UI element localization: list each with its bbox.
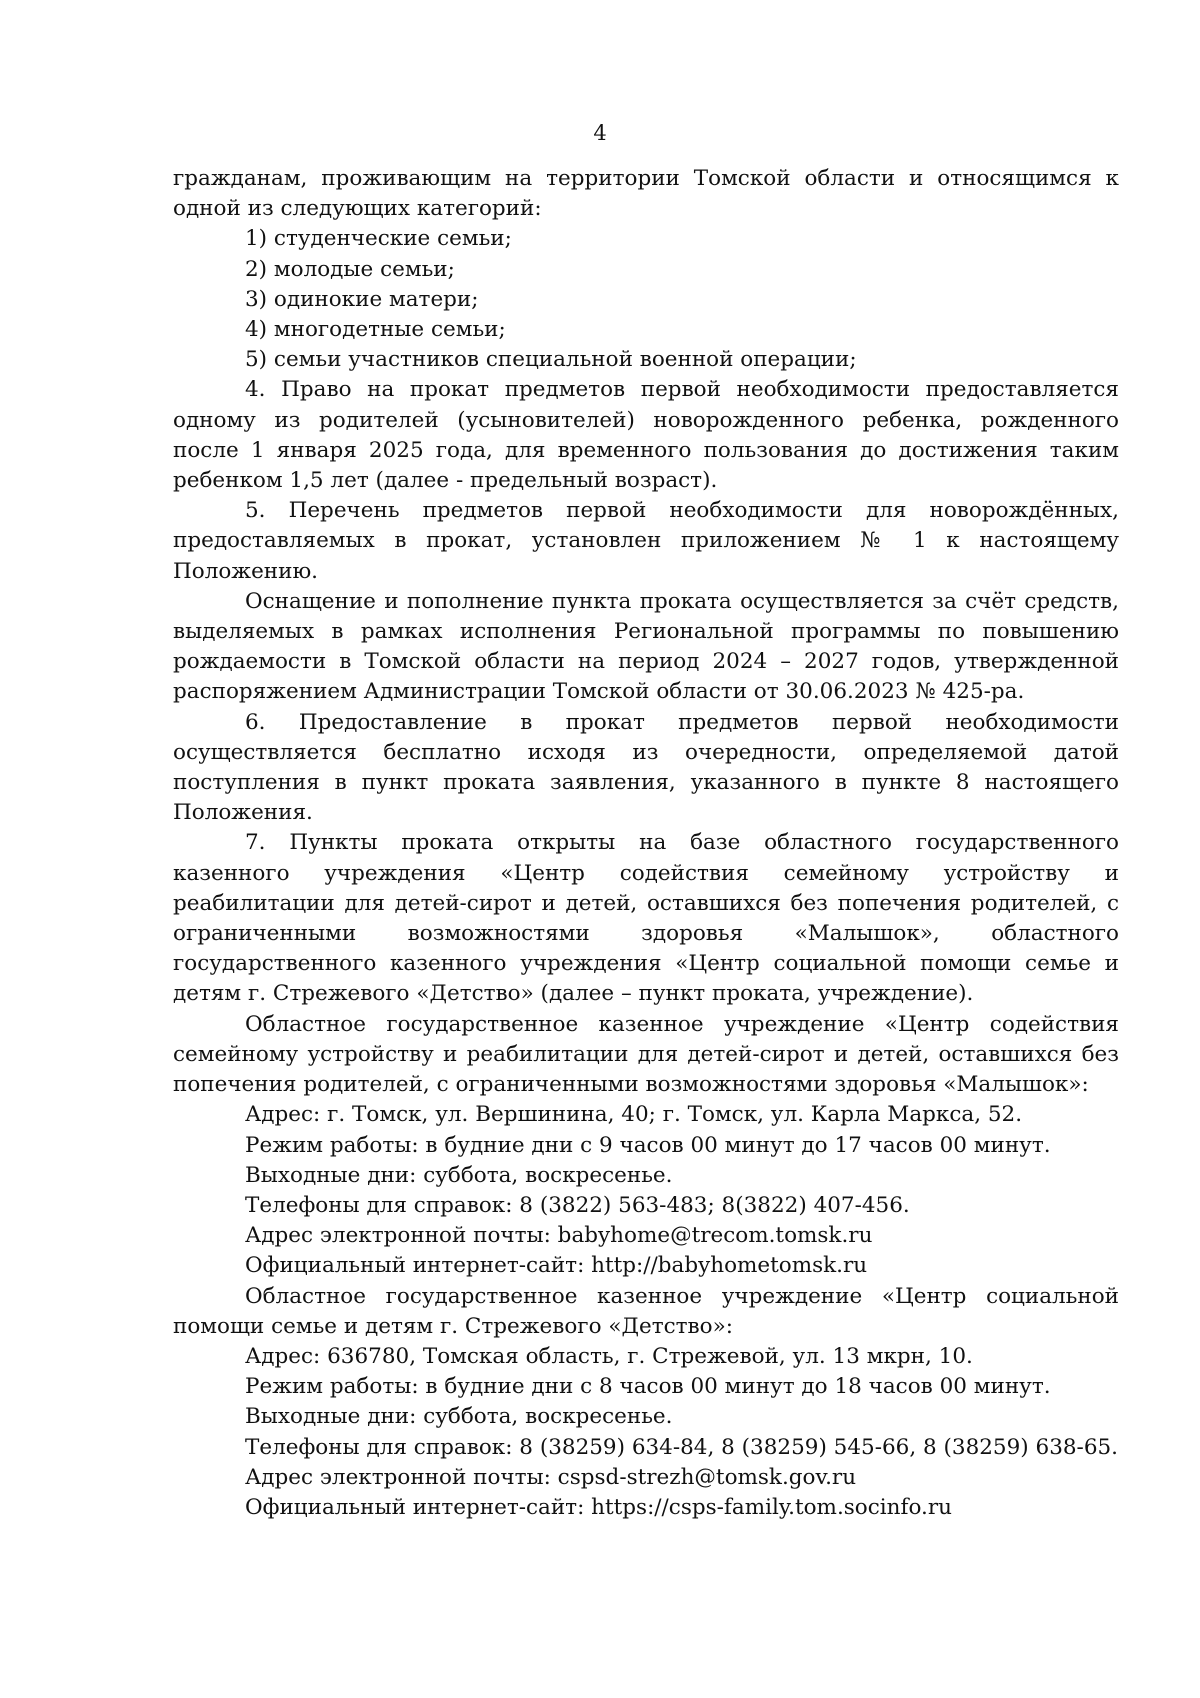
institution-days-off: Выходные дни: суббота, воскресенье. — [245, 1162, 673, 1188]
institution-hours: Режим работы: в будние дни с 9 часов 00 минут до 17 часов 00 минут. — [245, 1132, 1051, 1158]
list-item: 5) семьи участников специальной военной операции; — [245, 347, 857, 373]
institution-hours: Режим работы: в будние дни с 8 часов 00 минут до 18 часов 00 минут. — [245, 1374, 1051, 1400]
list-item: 2) молодые семьи; — [245, 256, 455, 282]
paragraph-equipment: Оснащение и пополнение пункта проката осуществляется за счёт средств, выделяемых в рамках исполнения Региональной программы по повышению рождаемости в Томской области на период 2024 – 2027 годов, утвержденной распоряжением Администрации Томской области от 30.06.2023 № 425-ра. — [173, 588, 1119, 705]
list-item: 4) многодетные семьи; — [245, 317, 506, 343]
institution-email: Адрес электронной почты: cspsd-strezh@tomsk.gov.ru — [245, 1464, 857, 1490]
institution-address: Адрес: г. Томск, ул. Вершинина, 40; г. Томск, ул. Карла Маркса, 52. — [245, 1102, 1023, 1128]
institution-days-off: Выходные дни: суббота, воскресенье. — [245, 1404, 673, 1430]
institution-title: Областное государственное казенное учреждение «Центр социальной помощи семье и детям г. Стрежевого «Детство»: — [173, 1283, 1119, 1339]
paragraph-4: 4. Право на прокат предметов первой необходимости предоставляется одному из родителей (усыновителей) новорожденного ребенка, рожденного после 1 января 2025 года, для временного пользования до достижения таким ребенком 1,5 лет (далее - предельный возраст). — [173, 377, 1119, 494]
list-item: 3) одинокие матери; — [245, 286, 479, 312]
institution-malyshok — [173, 1010, 1119, 1282]
document-body — [173, 164, 1119, 1523]
institution-address: Адрес: 636780, Томская область, г. Стрежевой, ул. 13 мкрн, 10. — [245, 1343, 973, 1369]
institution-website: Официальный интернет-сайт: https://csps-family.tom.socinfo.ru — [245, 1494, 953, 1520]
page-number: 4 — [593, 121, 607, 145]
institution-email: Адрес электронной почты: babyhome@trecom.tomsk.ru — [245, 1223, 873, 1249]
institution-phones: Телефоны для справок: 8 (38259) 634-84, 8 (38259) 545-66, 8 (38259) 638-65. — [245, 1434, 1119, 1460]
institution-detstvo — [173, 1282, 1119, 1524]
institution-title: Областное государственное казенное учреждение «Центр содействия семейному устройству и реабилитации для детей-сирот и детей, оставшихся без попечения родителей, с ограниченными возможностями здоровья «Малышок»: — [173, 1011, 1119, 1098]
institution-phones: Телефоны для справок: 8 (3822) 563-483; 8(3822) 407-456. — [245, 1192, 910, 1218]
categories-list — [173, 224, 1119, 375]
list-item: 1) студенческие семьи; — [245, 226, 512, 252]
institution-website: Официальный интернет-сайт: http://babyhometomsk.ru — [245, 1253, 868, 1279]
paragraph-5: 5. Перечень предметов первой необходимости для новорождённых, предоставляемых в прокат, установлен приложением № 1 к настоящему Положению. — [173, 498, 1119, 584]
intro-paragraph: гражданам, проживающим на территории Томской области и относящимся к одной из следующих категорий: — [173, 166, 1119, 222]
paragraph-6: 6. Предоставление в прокат предметов первой необходимости осуществляется бесплатно исходя из очередности, определяемой датой поступления в пункт проката заявления, указанного в пункте 8 настоящего Положения. — [173, 709, 1119, 826]
paragraph-7: 7. Пункты проката открыты на базе областного государственного казенного учреждения «Центр содействия семейному устройству и реабилитации для детей-сирот и детей, оставшихся без попечения родителей, с ограниченными возможностями здоровья «Малышок», областного государственного казенного учреждения «Центр социальной помощи семье и детям г. Стрежевого «Детство» (далее – пункт проката, учреждение). — [173, 830, 1119, 1007]
